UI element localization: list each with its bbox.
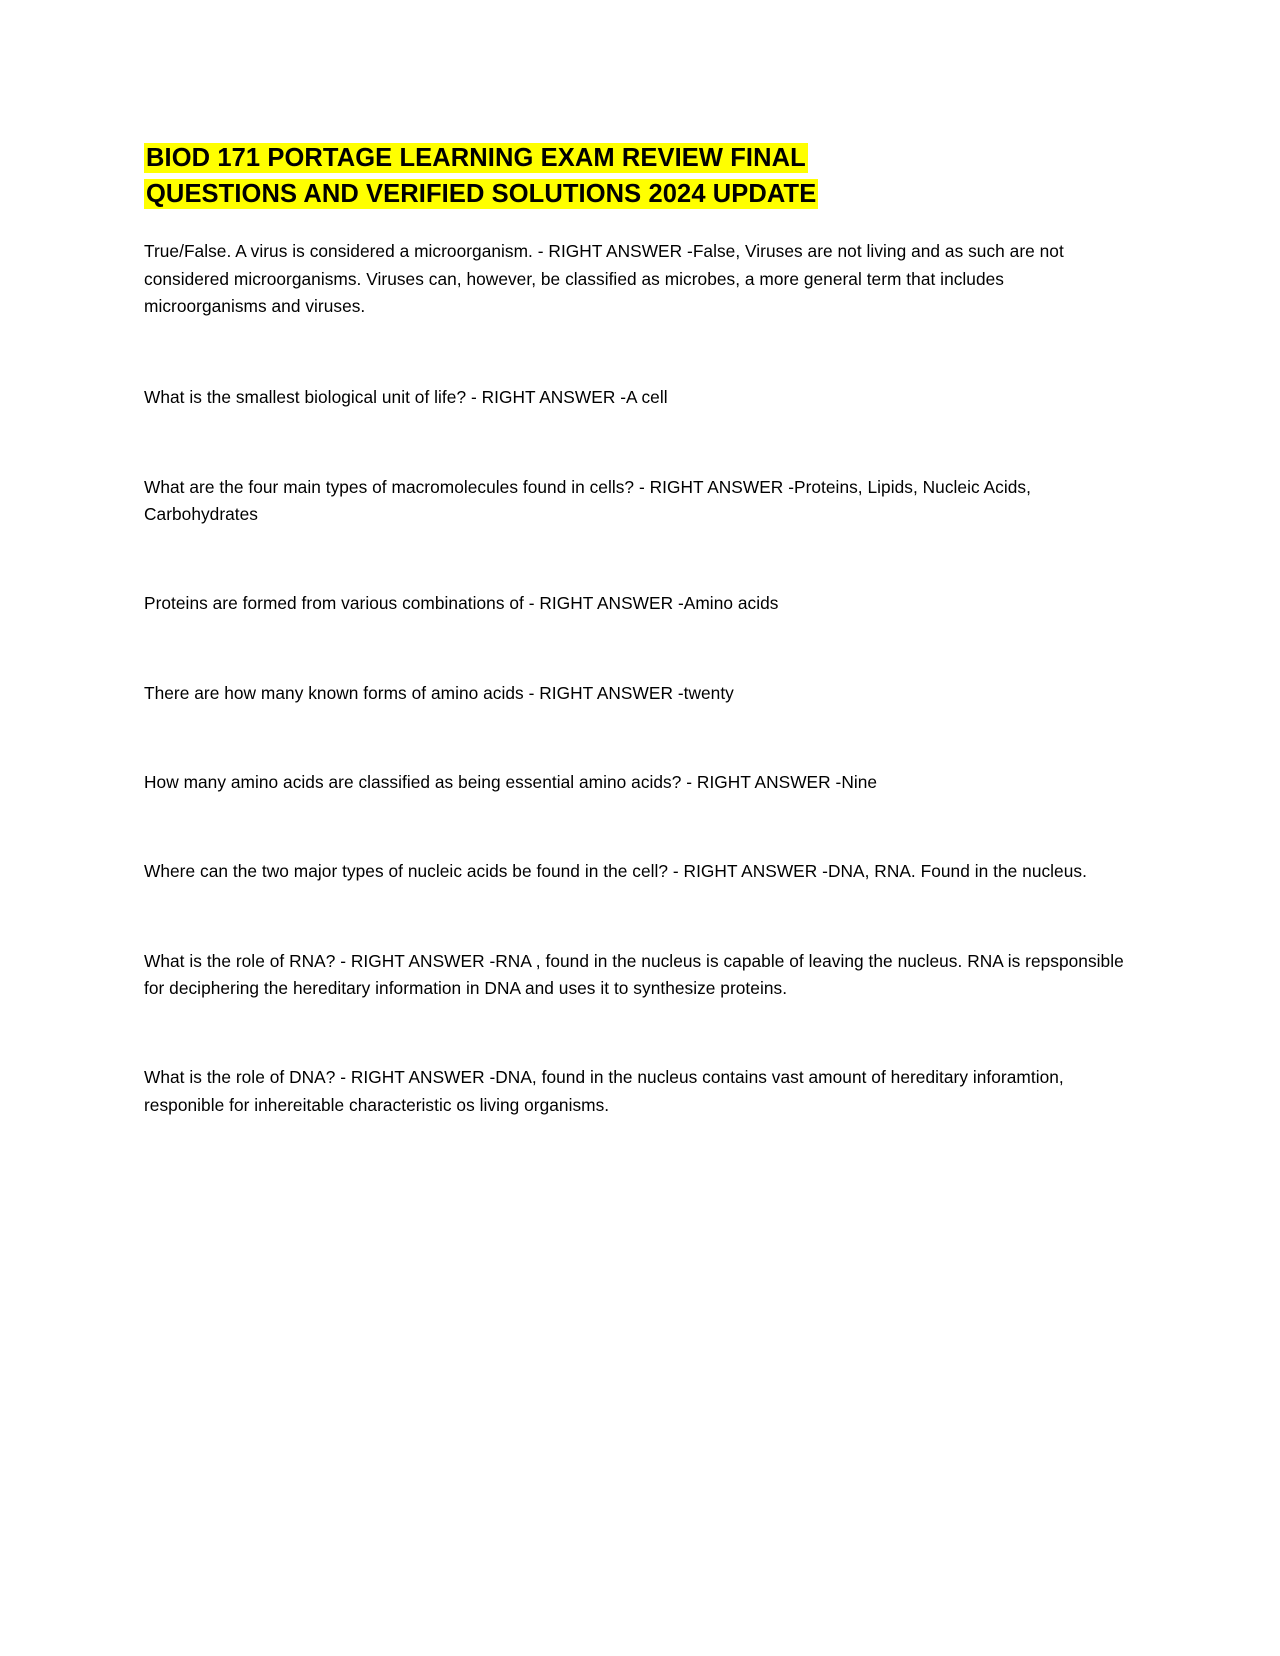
- qa-item: What is the role of RNA? - RIGHT ANSWER -RNA , found in the nucleus is capable of leaving the nucleus. RNA is repsponsible for deciphering the hereditary information in DNA and uses it to synthesize proteins.: [144, 950, 1124, 999]
- qa-item: True/False. A virus is considered a microorganism. - RIGHT ANSWER -False, Viruses are not living and as such are not considered microorganisms. Viruses can, however, be classified as microbes, a more general term that includes microorganisms and viruses.: [144, 241, 1064, 317]
- title-line-1: BIOD 171 PORTAGE LEARNING EXAM REVIEW FINAL: [146, 144, 806, 172]
- qa-list: [144, 238, 1128, 1119]
- qa-item: How many amino acids are classified as being essential amino acids? - RIGHT ANSWER -Nine: [144, 772, 878, 793]
- title-line-2: QUESTIONS AND VERIFIED SOLUTIONS 2024 UPDATE: [146, 180, 817, 209]
- qa-item: What is the smallest biological unit of life? - RIGHT ANSWER -A cell: [144, 387, 668, 408]
- qa-item: What is the role of DNA? - RIGHT ANSWER -DNA, found in the nucleus contains vast amount of hereditary inforamtion, responible for inhereitable characteristic os living organisms.: [144, 1067, 1064, 1115]
- page-title: [144, 140, 1128, 212]
- qa-item: What are the four main types of macromolecules found in cells? - RIGHT ANSWER -Proteins, Lipids, Nucleic Acids, Carbohydrates: [144, 476, 1031, 525]
- qa-item: Where can the two major types of nucleic acids be found in the cell? - RIGHT ANSWER -DNA, RNA. Found in the nucleus.: [144, 861, 1087, 882]
- qa-item: Proteins are formed from various combinations of - RIGHT ANSWER -Amino acids: [144, 593, 779, 614]
- qa-item: There are how many known forms of amino acids - RIGHT ANSWER -twenty: [144, 682, 734, 703]
